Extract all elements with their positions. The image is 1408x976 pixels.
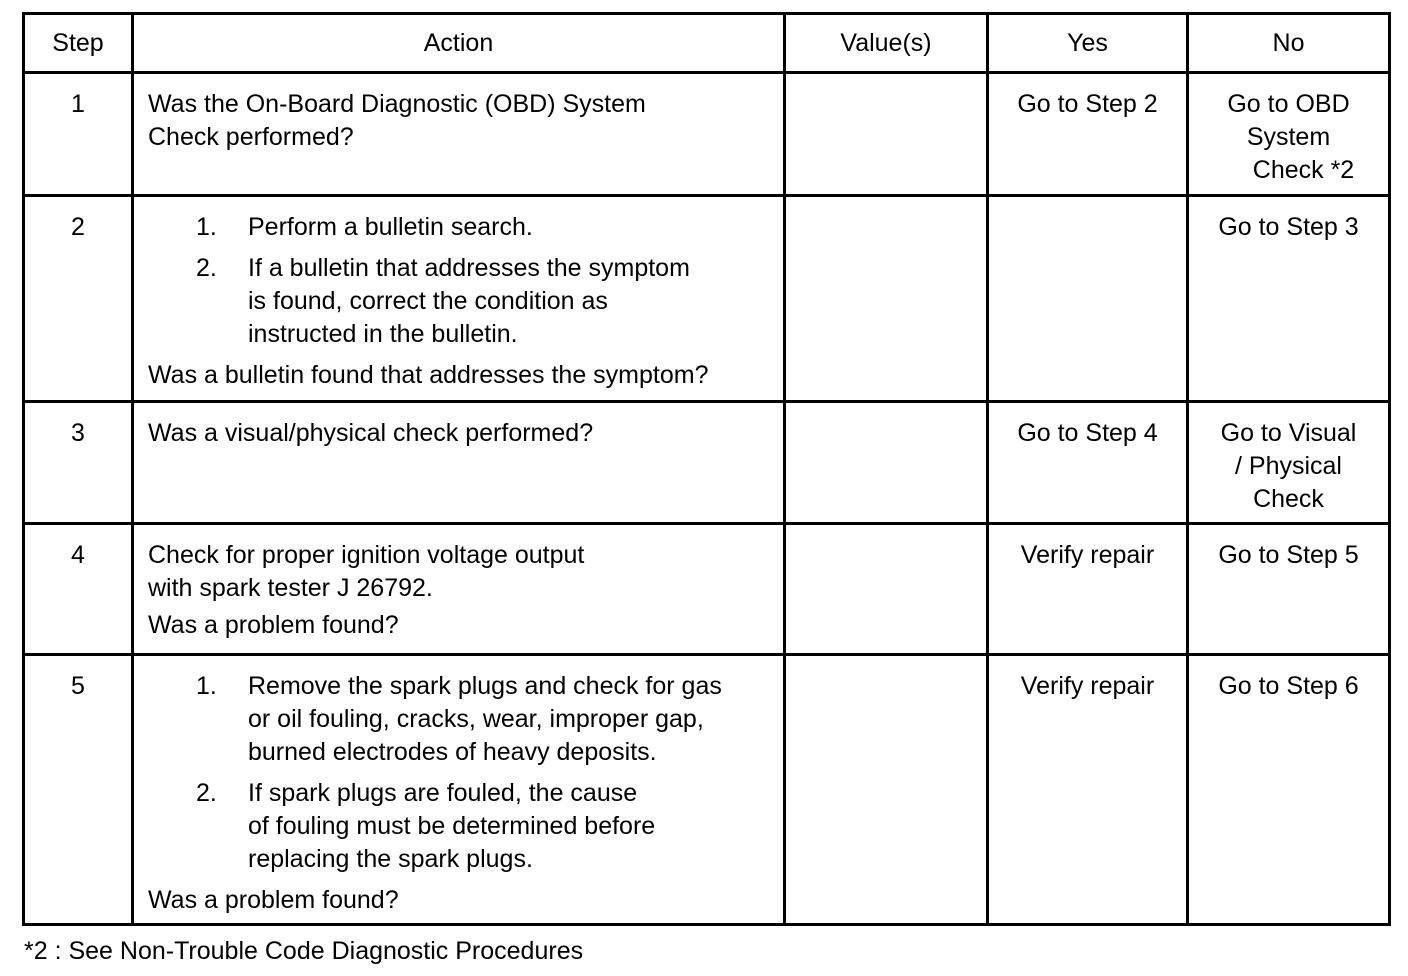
action-question: Was a problem found? [148,611,399,639]
substep-line: burned electrodes of heavy deposits. [248,738,657,766]
yes-cell: Go to Step 4 [988,402,1188,524]
header-no: No [1188,14,1390,73]
no-cell: Go to Step 3 [1188,196,1390,402]
action-cell [133,196,785,402]
substep-item [148,777,775,876]
yes-cell [988,196,1188,402]
action-line: Check for proper ignition voltage output [148,541,585,569]
value-cell [785,402,988,524]
step-number: 3 [24,402,133,524]
step-number: 2 [24,196,133,402]
header-row [24,14,1390,73]
value-cell [785,655,988,925]
substep-item [148,670,775,769]
substep-list [148,211,775,351]
table-row [24,402,1390,524]
substep-line: of fouling must be determined before [248,812,656,840]
no-cell: Go to Step 6 [1188,655,1390,925]
action-cell [133,524,785,655]
header-yes: Yes [988,14,1188,73]
substep-line: is found, correct the condition as [248,287,608,315]
no-line: System [1246,123,1331,151]
substep-list [148,670,775,876]
value-cell [785,524,988,655]
table-row [24,524,1390,655]
value-cell [785,73,988,196]
substep-line: If a bulletin that addresses the symptom [248,254,690,282]
step-number: 5 [24,655,133,925]
yes-cell: Go to Step 2 [988,73,1188,196]
footnote: *2 : See Non-Trouble Code Diagnostic Procedures [24,937,584,965]
table-row [24,655,1390,925]
action-question: Was a problem found? [148,886,399,914]
table-row [24,196,1390,402]
substep-line: Remove the spark plugs and check for gas [248,672,722,700]
substep-number: 1. [196,672,217,700]
substep-line: If spark plugs are fouled, the cause [248,779,638,807]
action-line: Was a visual/physical check performed? [148,419,594,447]
substep-number: 2. [196,779,217,807]
no-line: Go to Visual [1220,419,1357,447]
action-cell [133,402,785,524]
yes-cell: Verify repair [988,655,1188,925]
substep-line: Perform a bulletin search. [248,213,533,241]
no-cell [1188,73,1390,196]
substep-line: instructed in the bulletin. [248,320,518,348]
no-line: Check [1253,485,1324,513]
diagnostic-table [22,12,1391,926]
header-action: Action [133,14,785,73]
substep-line: or oil fouling, cracks, wear, improper gap, [248,705,704,733]
table-row [24,73,1390,196]
no-cell [1188,402,1390,524]
step-number: 4 [24,524,133,655]
substep-item [148,211,775,244]
no-line: / Physical [1235,452,1342,480]
no-line: Go to OBD [1227,90,1350,118]
action-cell [133,73,785,196]
header-values: Value(s) [785,14,988,73]
substep-line: replacing the spark plugs. [248,845,533,873]
step-number: 1 [24,73,133,196]
action-question: Was a bulletin found that addresses the symptom? [148,361,709,389]
no-line: Check *2 [1252,156,1355,184]
value-cell [785,196,988,402]
action-line: with spark tester J 26792. [148,574,433,602]
header-step: Step [24,14,133,73]
no-cell: Go to Step 5 [1188,524,1390,655]
substep-item [148,252,775,351]
yes-cell: Verify repair [988,524,1188,655]
substep-number: 2. [196,254,217,282]
action-line: Was the On-Board Diagnostic (OBD) System [148,90,646,118]
action-line: Check performed? [148,123,354,151]
action-cell [133,655,785,925]
substep-number: 1. [196,213,217,241]
